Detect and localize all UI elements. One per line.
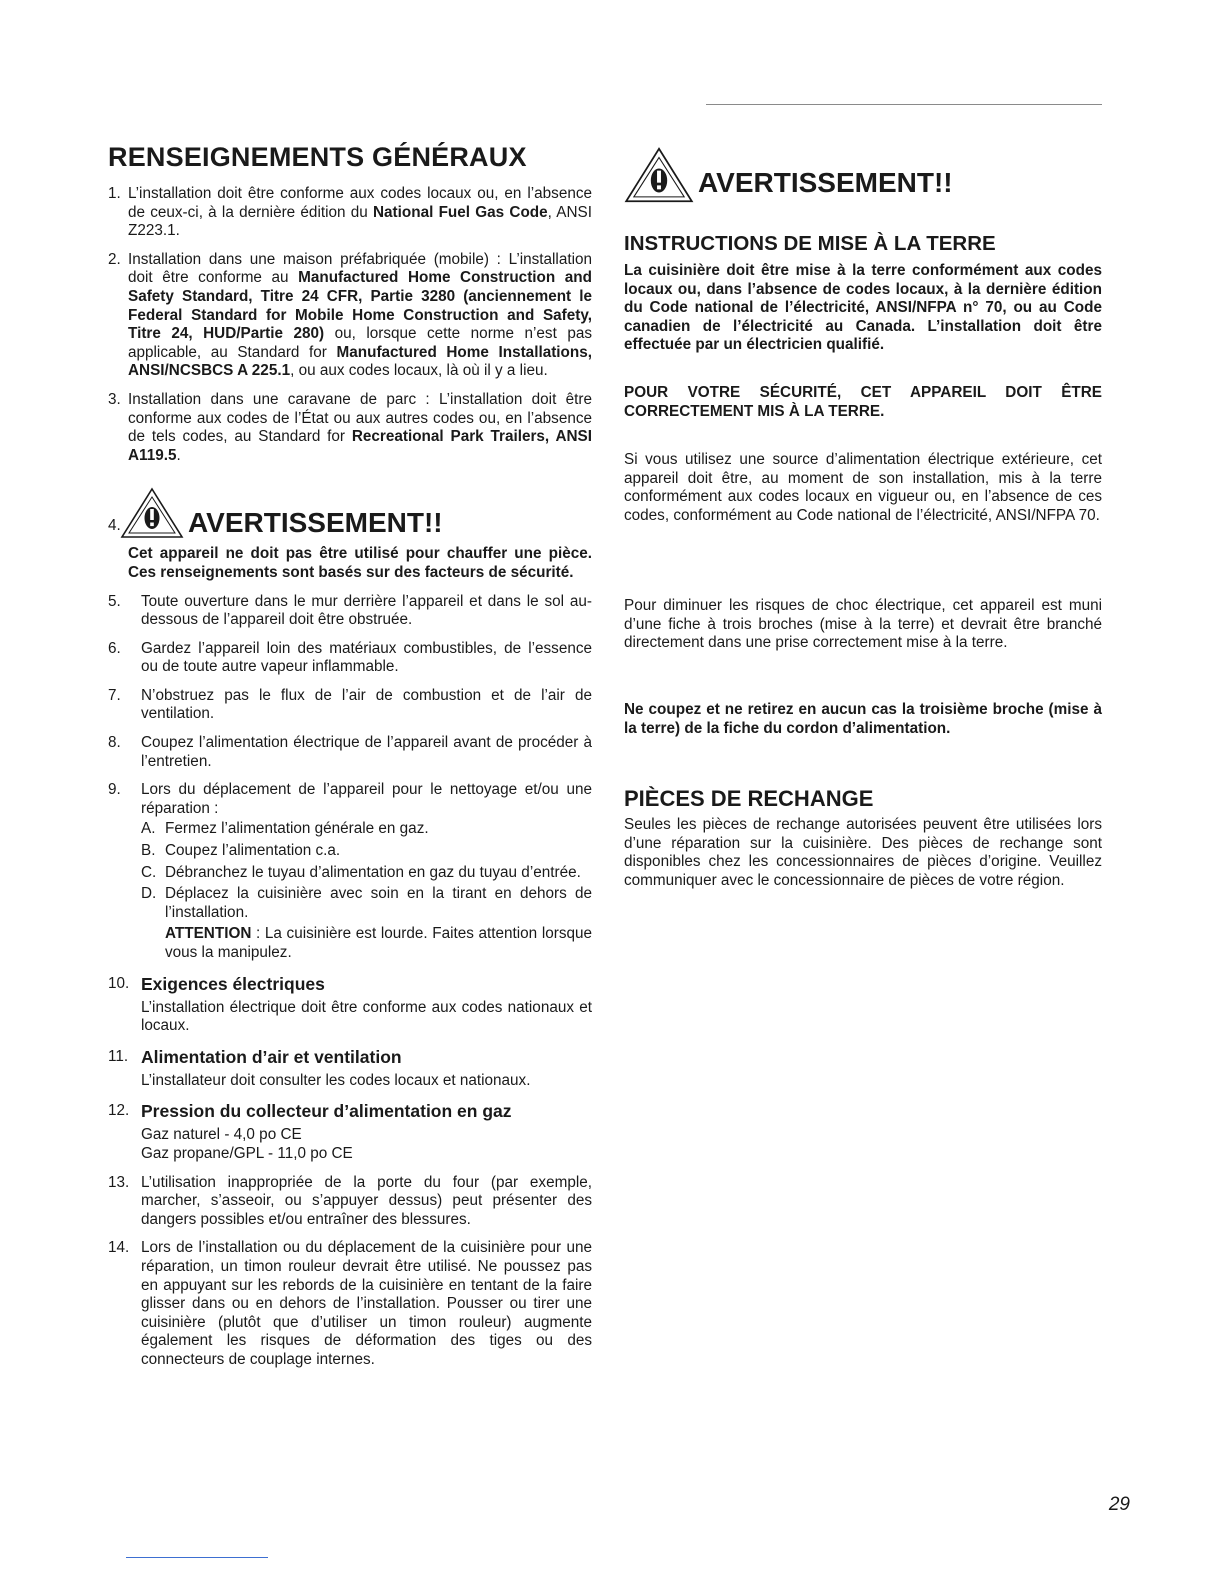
- item-number: 2.: [108, 250, 121, 268]
- warning-heading-right: [624, 146, 1102, 212]
- item-number: 13.: [108, 1173, 130, 1191]
- warning-triangle-icon: [624, 146, 694, 204]
- item-heading: Pression du collecteur d’alimentation en gaz: [141, 1101, 512, 1122]
- sub-item: D. Déplacez la cuisinière avec soin en la tirant en dehors de l’installation.: [141, 885, 592, 921]
- item-heading: Alimentation d’air et ventilation: [141, 1046, 402, 1067]
- list-item: 13. L’utilisation inappropriée de la porte du four (par exemple, marcher, s’asseoir, ou s’appuyer dessus) peut présenter des dangers possibles et/ou entraîner des blessures.: [108, 1173, 592, 1228]
- list-item: 3. Installation dans une caravane de parc : L’installation doit être conforme aux codes de l’État ou aux autres codes ou, en l’absence de tels codes, au Standard for Recreational Park Trailers, ANSI A119.5.: [108, 390, 592, 464]
- list-item: 11. Alimentation d’air et ventilation L’installateur doit consulter les codes locaux et nationaux.: [108, 1046, 592, 1091]
- warning-triangle-icon: [120, 487, 184, 539]
- item-number: 5.: [108, 592, 121, 610]
- bottom-divider: [126, 1557, 268, 1558]
- sub-list: [141, 820, 592, 962]
- item-number: 9.: [108, 781, 121, 799]
- general-list: [108, 185, 592, 1380]
- warning-text: Cet appareil ne doit pas être utilisé pour chauffer une pièce. Ces renseignements sont basés sur des facteurs de sécurité.: [128, 545, 592, 581]
- page-number: 29: [1108, 1494, 1130, 1515]
- warning-label: AVERTISSEMENT!!: [188, 507, 443, 539]
- item-number: 1.: [108, 185, 121, 202]
- item-number: 7.: [108, 686, 121, 704]
- item-number: 6.: [108, 639, 121, 657]
- list-item: 14. Lors de l’installation ou du déplacement de la cuisinière pour une réparation, un timon rouleur devrait être utilisé. Ne poussez pas en appuyant sur les rebords de la cuisinière en tentant de la faire glisser dans ou en dehors de l’installation. Pousser ou tirer une cuisinière (plutôt que d’utiliser un timon rouleur) augmente également les risques de déformation des tiges ou des connecteurs de couplage internes.: [108, 1239, 592, 1368]
- item-number: 3.: [108, 390, 121, 408]
- section-title-general: RENSEIGNEMENTS GÉNÉRAUX: [108, 142, 527, 172]
- list-item: 12. Pression du collecteur d’alimentation en gaz Gaz naturel - 4,0 po CE Gaz propane/GPL - 11,0 po CE: [108, 1100, 592, 1163]
- external-power-paragraph: Si vous utilisez une source d’alimentation électrique extérieure, cet appareil doit être, au moment de son installation, mis à la terre conformément aux codes locaux en vigueur ou, en l’absence de ces codes, conformément au Code national de l’électricité, ANSI/NFPA 70.: [624, 451, 1102, 524]
- list-item: 7. N’obstruez pas le flux de l’air de combustion et de l’air de ventilation.: [108, 686, 592, 723]
- attention-note: ATTENTION : La cuisinière est lourde. Faites attention lorsque vous la manipulez.: [165, 925, 592, 961]
- item-number: 10.: [108, 974, 130, 992]
- sub-item: C. Débranchez le tuyau d’alimentation en gaz du tuyau d’entrée.: [141, 863, 581, 881]
- item-number: 8.: [108, 734, 121, 752]
- spare-parts-heading: PIÈCES DE RECHANGE: [624, 786, 874, 811]
- item-number: 14.: [108, 1239, 130, 1257]
- list-item: 8. Coupez l’alimentation électrique de l’appareil avant de procéder à l’entretien.: [108, 734, 592, 770]
- item-number: 4.: [108, 517, 121, 535]
- warning-label: AVERTISSEMENT!!: [698, 167, 953, 198]
- top-divider: [706, 104, 1102, 105]
- item-heading: Exigences électriques: [141, 973, 325, 994]
- three-prong-paragraph: Pour diminuer les risques de choc électrique, cet appareil est muni d’une fiche à trois broches (mise à la terre) et devrait être branché directement dans une prise correctement mise à la terre.: [624, 597, 1102, 652]
- item-number: 11.: [108, 1047, 129, 1065]
- list-item: 1. L’installation doit être conforme aux codes locaux ou, en l’absence de ceux-ci, à la dernière édition du National Fuel Gas Code, ANSI Z223.1.: [108, 185, 592, 240]
- grounding-paragraph: La cuisinière doit être mise à la terre conformément aux codes locaux ou, dans l’absence de codes locaux, à la dernière édition du Code national de l’électricité, ANSI/NFPA n° 70, ou au Code canadien de l’électricité au Canada. L’installation doit être effectuée par un électricien qualifié.: [624, 262, 1102, 354]
- do-not-cut-notice: Ne coupez et ne retirez en aucun cas la troisième broche (mise à la terre) de la fiche du cordon d’alimentation.: [624, 701, 1102, 737]
- list-item: 2. Installation dans une maison préfabriquée (mobile) : L’installation doit être conforme au Manufactured Home Construction and Safety Standard, Titre 24 CFR, Partie 3280 (anciennement le Federal Standard for Mobile Home Construction and Safety, Titre 24, HUD/Partie 280) ou, lorsque cette norme n’est pas applicable, au Standard for Manufactured Home Installations, ANSI/NCSBCS A 225.1, ou aux codes locaux, là où il y a lieu.: [108, 250, 592, 380]
- list-item: 5. Toute ouverture dans le mur derrière l’appareil et dans le sol au-dessous de l’appareil doit être obstruée.: [108, 592, 592, 629]
- list-item: 6. Gardez l’appareil loin des matériaux combustibles, de l’essence ou de toute autre vapeur inflammable.: [108, 639, 592, 676]
- item-number: 12.: [108, 1102, 130, 1120]
- sub-item: A. Fermez l’alimentation générale en gaz.: [141, 820, 429, 838]
- sub-item: B. Coupez l’alimentation c.a.: [141, 842, 341, 860]
- spare-parts-paragraph: Seules les pièces de rechange autorisées peuvent être utilisées lors d’une réparation sur la cuisinière. Des pièces de rechange sont disponibles chez les concessionnaires de pièces d’origine. Veuillez communiquer avec le concessionnaire de pièces de votre région.: [624, 816, 1102, 889]
- list-item: 10. Exigences électriques L’installation électrique doit être conforme aux codes nationaux et locaux.: [108, 973, 592, 1035]
- safety-notice: POUR VOTRE SÉCURITÉ, CET APPAREIL DOIT ÊTRE CORRECTEMENT MIS À LA TERRE.: [624, 384, 1102, 420]
- grounding-heading: INSTRUCTIONS DE MISE À LA TERRE: [624, 232, 996, 255]
- list-item: 9. Lors du déplacement de l’appareil pour le nettoyage et/ou une réparation : A. Fermez l’alimentation générale en gaz. B. Coupez l’alimentation c.a. C. Débranchez le tuyau d’alimentation en gaz du tuyau d’entrée. D. Déplacez la cuisinière avec soin en la tirant en dehors de l’installation. ATTENTION : La cuisinière est lourde. Faites attention lorsque vous la manipulez.: [108, 781, 592, 961]
- warning-heading-left: [108, 487, 592, 541]
